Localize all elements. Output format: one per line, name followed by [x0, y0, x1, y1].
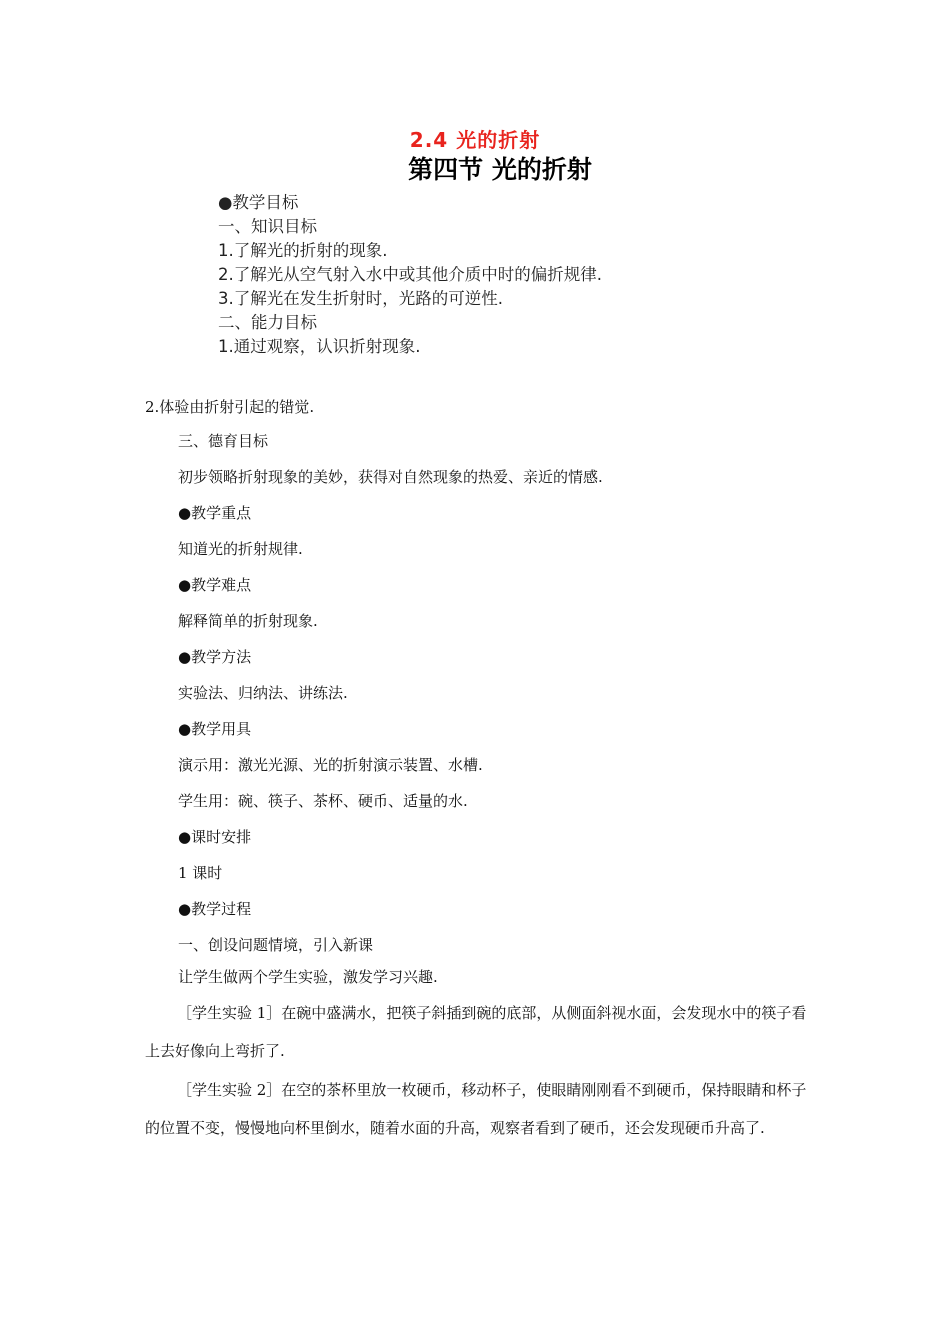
knowledge-item-3: 3.了解光在发生折射时，光路的可逆性. — [218, 289, 503, 308]
tools-demo: 演示用：激光光源、光的折射演示装置、水槽. — [178, 756, 483, 774]
key-text: 知道光的折射规律. — [178, 540, 303, 558]
process-heading: ●教学过程 — [178, 900, 252, 918]
key-heading: ●教学重点 — [178, 504, 252, 522]
schedule-text: 1 课时 — [178, 864, 223, 882]
ability-item-1: 1.通过观察，认识折射现象. — [218, 337, 421, 356]
document-subtitle: 2.4 光的折射 — [409, 128, 541, 152]
ability-item-2: 2.体验由折射引起的错觉. — [145, 398, 315, 416]
knowledge-item-2: 2.了解光从空气射入水中或其他介质中时的偏折规律. — [218, 265, 602, 284]
schedule-heading: ●课时安排 — [178, 828, 252, 846]
experiment-2-paragraph: ［学生实验 2］在空的茶杯里放一枚硬币，移动杯子，使眼睛刚刚看不到硬币，保持眼睛和杯子的位置不变，慢慢地向杯里倒水，随着水面的升高，观察者看到了硬币，还会发现硬币升高了. — [145, 1081, 807, 1137]
method-text: 实验法、归纳法、讲练法. — [178, 684, 348, 702]
tools-student: 学生用：碗、筷子、茶杯、硬币、适量的水. — [178, 792, 468, 810]
tools-heading: ●教学用具 — [178, 720, 252, 738]
difficulty-text: 解释简单的折射现象. — [178, 612, 318, 630]
moral-text: 初步领略折射现象的美妙，获得对自然现象的热爱、亲近的情感. — [178, 468, 603, 486]
difficulty-heading: ●教学难点 — [178, 576, 252, 594]
knowledge-item-1: 1.了解光的折射的现象. — [218, 241, 388, 260]
moral-heading: 三、德育目标 — [178, 432, 269, 450]
objectives-heading: ●教学目标 — [218, 193, 299, 212]
knowledge-heading: 一、知识目标 — [218, 217, 317, 236]
experiment-1-paragraph: ［学生实验 1］在碗中盛满水，把筷子斜插到碗的底部，从侧面斜视水面，会发现水中的筷子看上去好像向上弯折了. — [145, 1004, 807, 1060]
step1-heading: 一、创设问题情境，引入新课 — [178, 936, 374, 954]
document-title: 第四节 光的折射 — [408, 155, 592, 184]
ability-heading: 二、能力目标 — [218, 313, 317, 332]
step1-text: 让学生做两个学生实验，激发学习兴趣. — [178, 968, 438, 986]
method-heading: ●教学方法 — [178, 648, 252, 666]
